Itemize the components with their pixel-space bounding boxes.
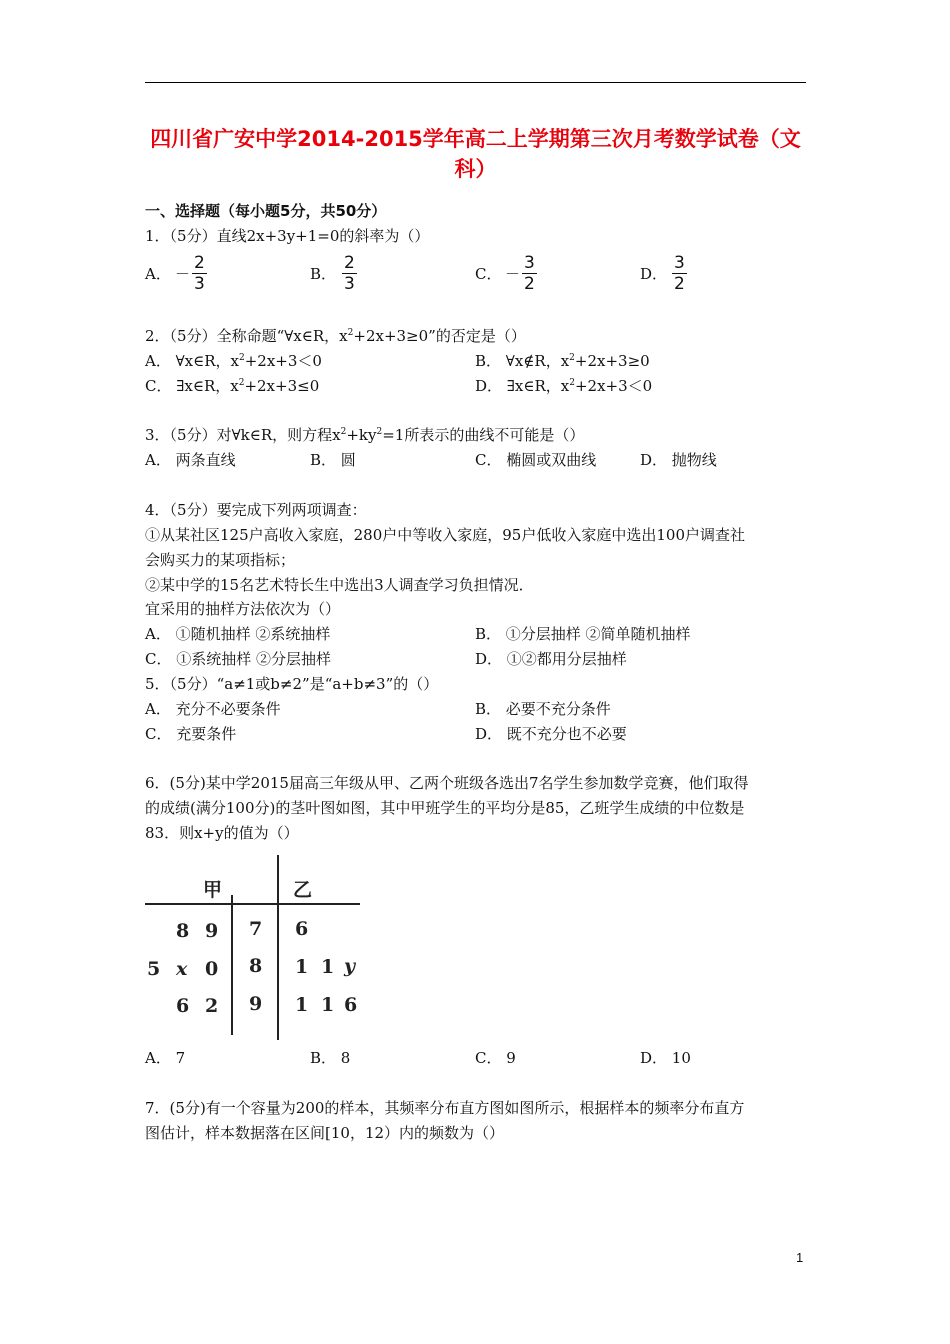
question-1-stem: 1．（5分）直线2x+3y+1=0的斜率为（） bbox=[145, 227, 430, 245]
q2-option-c: C． ∃x∈R，$x^2+2x+3\le 0$ bbox=[145, 377, 320, 395]
q2-option-b: B． ∀x∉R，$x^2+2x+3\ge 0$ bbox=[475, 352, 650, 370]
leaf-left: 5 bbox=[147, 958, 161, 980]
leaf-right: 6 bbox=[344, 994, 358, 1016]
stem-leaf-plot bbox=[145, 855, 365, 1040]
q6-option-b: B． 8 bbox=[310, 1049, 351, 1067]
section-heading: 一、选择题（每小题5分，共50分） bbox=[145, 202, 387, 220]
question-6-line-2: 的成绩(满分100分)的茎叶图如图，其中甲班学生的平均分是85，乙班学生成绩的中位数是 bbox=[145, 799, 745, 817]
leaf-right-y: y bbox=[344, 955, 356, 977]
q1-option-a: A． － $\frac{2}{3}$ bbox=[145, 252, 205, 294]
q6-option-c: C． 9 bbox=[475, 1049, 516, 1067]
stem-value: 9 bbox=[249, 993, 263, 1015]
question-3-stem: 3．（5分）对∀k∈R，则方程$x^2+ky^2=1$所表示的曲线不可能是（） bbox=[145, 426, 585, 444]
leaf-left: 6 bbox=[176, 995, 190, 1017]
page-number: 1 bbox=[796, 1250, 804, 1265]
q4-option-c: C． ①系统抽样 ②分层抽样 bbox=[145, 650, 332, 668]
leaf-right: 1 bbox=[295, 956, 309, 978]
leaf-left: 8 bbox=[176, 920, 190, 942]
q3-option-d: D． 抛物线 bbox=[640, 451, 717, 469]
q3-option-b: B． 圆 bbox=[310, 451, 356, 469]
question-5-stem: 5．（5分）“a≠1或b≠2”是“a+b≠3”的（） bbox=[145, 675, 439, 693]
leaf-right: 1 bbox=[321, 956, 335, 978]
stem-value: 7 bbox=[249, 918, 263, 940]
q5-option-b: B． 必要不充分条件 bbox=[475, 700, 611, 718]
q1-option-d: D． $\frac{3}{2}$ bbox=[640, 252, 685, 294]
question-7-line-2: 图估计，样本数据落在区间[10，12）内的频数为（） bbox=[145, 1124, 505, 1142]
q6-option-d: D． 10 bbox=[640, 1049, 691, 1067]
q4-option-b: B． ①分层抽样 ②简单随机抽样 bbox=[475, 625, 691, 643]
q4-option-d: D． ①②都用分层抽样 bbox=[475, 650, 627, 668]
leaf-right: 1 bbox=[295, 994, 309, 1016]
question-6-line-1: 6．(5分)某中学2015届高三年级从甲、乙两个班级各选出7名学生参加数学竞赛，他们取得 bbox=[145, 774, 749, 792]
page-title: 四川省广安中学2014-2015学年高二上学期第三次月考数学试卷（文科） bbox=[150, 127, 801, 181]
q4-item-1: ①从某社区125户高收入家庭，280户中等收入家庭，95户低收入家庭中选出100户调查社 bbox=[145, 526, 745, 544]
leaf-right: 1 bbox=[321, 994, 335, 1016]
stem-value: 8 bbox=[249, 955, 263, 977]
q4-ask: 宜采用的抽样方法依次为（） bbox=[145, 600, 341, 618]
q5-option-a: A． 充分不必要条件 bbox=[145, 700, 281, 718]
question-2-stem: 2．（5分）全称命题“∀x∈R，$x^2+2x+3\ge 0$”的否定是（） bbox=[145, 327, 526, 345]
question-7-line-1: 7．(5分)有一个容量为200的样本，其频率分布直方图如图所示，根据样本的频率分布直方 bbox=[145, 1099, 745, 1117]
leaf-right: 6 bbox=[295, 918, 309, 940]
left-header: 甲 bbox=[203, 879, 223, 901]
leaf-left: 9 bbox=[205, 920, 219, 942]
q4-item-1-cont: 会购买力的某项指标； bbox=[145, 551, 296, 569]
q5-option-d: D． 既不充分也不必要 bbox=[475, 725, 627, 743]
header-rule bbox=[145, 82, 806, 83]
q1-option-c: C． － $\frac{3}{2}$ bbox=[475, 252, 535, 294]
q3-option-a: A． 两条直线 bbox=[145, 451, 236, 469]
q6-option-a: A． 7 bbox=[145, 1049, 186, 1067]
leaf-left-x: x bbox=[176, 958, 188, 980]
q2-option-a: A． ∀x∈R，$x^2+2x+3<0$ bbox=[145, 352, 322, 370]
right-header: 乙 bbox=[293, 879, 313, 901]
question-4-stem: 4．（5分）要完成下列两项调查： bbox=[145, 501, 367, 519]
q4-item-2: ②某中学的15名艺术特长生中选出3人调查学习负担情况． bbox=[145, 576, 534, 594]
q1-option-b: B． $\frac{2}{3}$ bbox=[310, 252, 355, 294]
leaf-left: 0 bbox=[205, 958, 219, 980]
leaf-left: 2 bbox=[205, 995, 219, 1017]
q5-option-c: C． 充要条件 bbox=[145, 725, 237, 743]
q2-option-d: D． ∃x∈R，$x^2+2x+3<0$ bbox=[475, 377, 653, 395]
q4-option-a: A． ①随机抽样 ②系统抽样 bbox=[145, 625, 331, 643]
question-6-line-3: 83．则x+y的值为（） bbox=[145, 824, 299, 842]
q3-option-c: C． 椭圆或双曲线 bbox=[475, 451, 597, 469]
